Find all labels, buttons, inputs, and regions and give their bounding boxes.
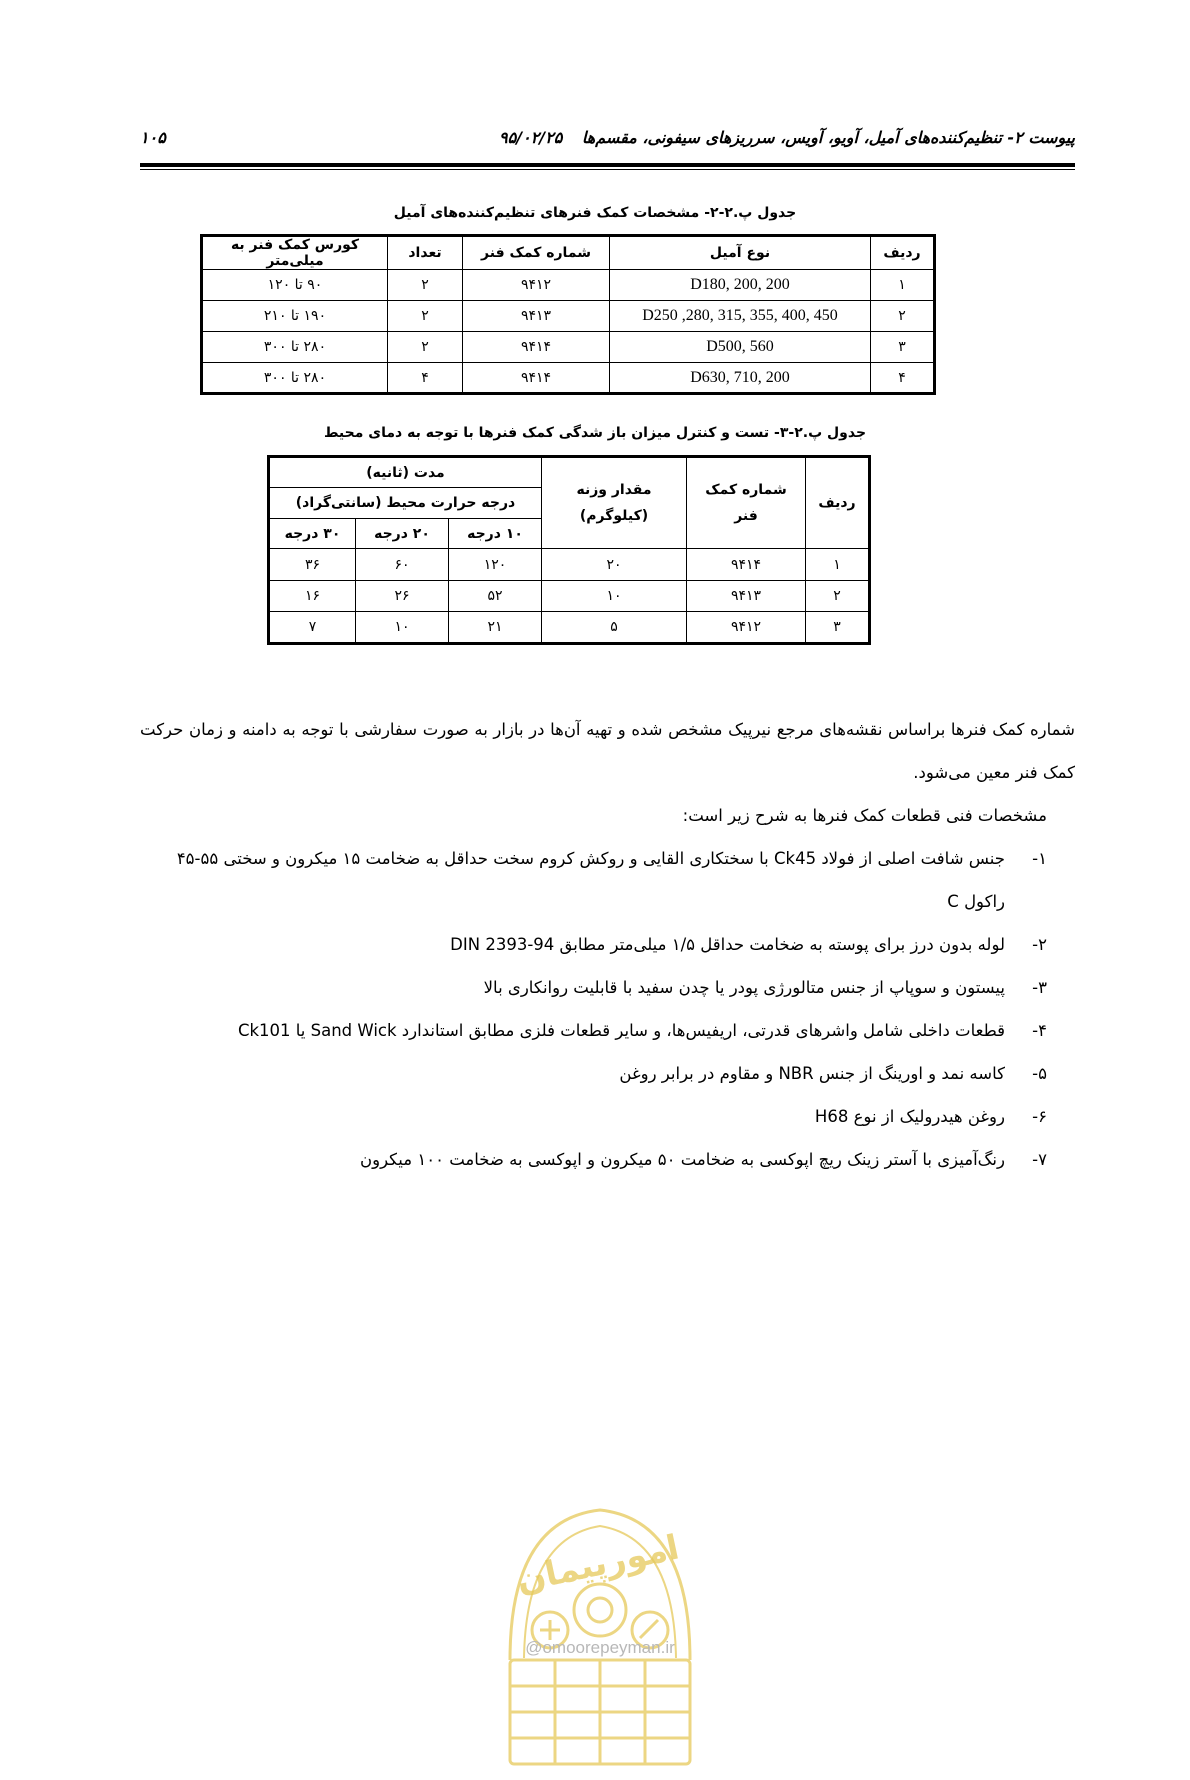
table2-caption: جدول پ.۲-۳- تست و کنترل میزان باز شدگی کمک فنرها با توجه به دمای محیط <box>323 425 867 441</box>
table-row <box>202 332 935 363</box>
list-item-text: روغن هیدرولیک از نوع H68 <box>814 1107 1005 1126</box>
table-row <box>269 581 870 612</box>
list-item <box>140 966 1075 1009</box>
table2-header-deg20: ۲۰ درجه <box>356 519 449 549</box>
table2-header-deg30: ۳۰ درجه <box>269 519 356 549</box>
table-row <box>202 270 935 301</box>
table2-header-spring-line1: شماره کمک <box>705 482 787 498</box>
table1-header-row <box>202 236 935 270</box>
running-title <box>499 128 1075 147</box>
list-item <box>140 923 1075 966</box>
table-cell: ۳۶ <box>269 549 356 581</box>
list-item-number: ۴- <box>1032 1021 1047 1040</box>
table-cell: ۹۴۱۳ <box>463 301 610 332</box>
table-row <box>202 363 935 394</box>
table-cell: ۹۰ تا ۱۲۰ <box>202 270 388 301</box>
list-item <box>140 1095 1075 1138</box>
header-rule <box>140 163 1075 167</box>
table-cell: ۱۶ <box>269 581 356 612</box>
table1-header-count: تعداد <box>388 236 463 270</box>
table-cell: D180, 200, 200 <box>610 270 871 301</box>
table1-header-type: نوع آمیل <box>610 236 871 270</box>
list-item-text: پیستون و سوپاپ از جنس متالورژی پودر یا چدن سفید با قابلیت روانکاری بالا <box>483 978 1005 997</box>
list-item-number: ۲- <box>1032 935 1047 954</box>
list-item-text: لوله بدون درز برای پوسته به ضخامت حداقل ۱/۵ میلی‌متر مطابق DIN 2393-94 <box>450 935 1005 954</box>
table-cell: ۹۴۱۲ <box>687 612 806 644</box>
table-cell: ۴ <box>871 363 935 394</box>
table2-header-weight-line2: (کیلوگرم) <box>579 508 649 524</box>
table2-header-weight-line1: مقدار وزنه <box>576 482 652 498</box>
table-cell: ۴ <box>388 363 463 394</box>
table-cell: ۲ <box>388 270 463 301</box>
body-text <box>140 708 1075 1181</box>
table-cell: ۲۱ <box>449 612 542 644</box>
table1-header-row-col: ردیف <box>871 236 935 270</box>
table2 <box>267 455 871 645</box>
table-cell: ۱۰ <box>356 612 449 644</box>
watermark-logo <box>480 1480 720 1780</box>
table-cell: ۱۰ <box>542 581 687 612</box>
table-cell: ۱۲۰ <box>449 549 542 581</box>
table1 <box>200 234 936 395</box>
list-item-number: ۱- <box>1032 849 1047 868</box>
table-row <box>202 301 935 332</box>
svg-text:امورپیمان: امورپیمان <box>512 1527 683 1601</box>
table-cell: ۳ <box>806 612 870 644</box>
table-cell: ۶۰ <box>356 549 449 581</box>
list-item-text: رنگ‌آمیزی با آستر زینک ریچ اپوکسی به ضخامت ۵۰ میکرون و اپوکسی به ضخامت ۱۰۰ میکرون <box>359 1150 1005 1169</box>
table-cell: D500, 560 <box>610 332 871 363</box>
table2-header-temperature: درجه حرارت محیط (سانتی‌گراد) <box>269 488 542 519</box>
table-cell: D630, 710, 200 <box>610 363 871 394</box>
list-item-number: ۶- <box>1032 1107 1047 1126</box>
table2-header-spring <box>687 457 806 549</box>
list-item <box>140 1052 1075 1095</box>
table-cell: ۳ <box>871 332 935 363</box>
table-cell: ۵۲ <box>449 581 542 612</box>
list-item <box>140 1138 1075 1181</box>
table2-header-deg10: ۱۰ درجه <box>449 519 542 549</box>
table2-header-spring-line2: فنر <box>734 508 758 524</box>
table-row <box>269 549 870 581</box>
table-cell: ۵ <box>542 612 687 644</box>
page-header <box>140 128 1075 154</box>
table-cell: ۱ <box>871 270 935 301</box>
table-cell: ۲ <box>806 581 870 612</box>
table-cell: ۲۸۰ تا ۳۰۰ <box>202 363 388 394</box>
table-cell: ۱۹۰ تا ۲۱۰ <box>202 301 388 332</box>
table-cell: ۷ <box>269 612 356 644</box>
list-item-number: ۷- <box>1032 1150 1047 1169</box>
paragraph: شماره کمک فنرها براساس نقشه‌های مرجع نیرپیک مشخص شده و تهیه آن‌ها در بازار به صورت سفارشی با توجه به دامنه و زمان حرکت کمک فنر معین می‌شود. <box>140 720 1075 782</box>
table2-header-weight <box>542 457 687 549</box>
table-cell: ۲ <box>871 301 935 332</box>
list-item-text: کاسه نمد و اورینگ از جنس NBR و مقاوم در برابر روغن <box>619 1064 1005 1083</box>
table1-header-stroke: کورس کمک فنر به میلی‌متر <box>202 236 388 270</box>
list-item <box>140 1009 1075 1052</box>
list-item-text: جنس شافت اصلی از فولاد Ck45 با سختکاری القایی و روکش کروم سخت حداقل به ضخامت ۱۵ میکرون و سختی ۵۵-۴۵ راکول C <box>176 849 1005 911</box>
table2-header-duration: مدت (ثانیه) <box>269 457 542 488</box>
list-item-number: ۳- <box>1032 978 1047 997</box>
table-cell: ۲۸۰ تا ۳۰۰ <box>202 332 388 363</box>
header-rule-thin <box>140 169 1075 170</box>
list-item <box>140 837 1075 923</box>
table-cell: ۹۴۱۴ <box>687 549 806 581</box>
table-cell: ۲۶ <box>356 581 449 612</box>
table2-header-row <box>269 457 870 488</box>
running-title-date: ۹۵/۰۲/۲۵ <box>499 128 563 147</box>
list-item-text: قطعات داخلی شامل واشرهای قدرتی، اریفیس‌ها، و سایر قطعات فلزی مطابق استاندارد Sand Wick یا Ck101 <box>237 1021 1005 1040</box>
table-cell: D250 ,280, 315, 355, 400, 450 <box>610 301 871 332</box>
running-title-text: پیوست ۲- تنظیم‌کننده‌های آمیل، آویو، آویس، سرریزهای سیفونی، مقسم‌ها <box>581 128 1075 147</box>
table-cell: ۹۴۱۳ <box>687 581 806 612</box>
table-cell: ۹۴۱۲ <box>463 270 610 301</box>
table-cell: ۲ <box>388 332 463 363</box>
table-cell: ۲ <box>388 301 463 332</box>
table-cell: ۲۰ <box>542 549 687 581</box>
table1-header-spring: شماره کمک فنر <box>463 236 610 270</box>
paragraph: مشخصات فنی قطعات کمک فنرها به شرح زیر است: <box>682 806 1047 825</box>
watermark-site: @omoorepeyman.ir <box>525 1638 675 1657</box>
table2-header-row-col: ردیف <box>806 457 870 549</box>
table-cell: ۱ <box>806 549 870 581</box>
page-number: ۱۰۵ <box>140 128 166 147</box>
table-row <box>269 612 870 644</box>
table1-caption: جدول پ.۲-۲- مشخصات کمک فنرهای تنظیم‌کننده‌های آمیل <box>393 205 797 221</box>
list-item-number: ۵- <box>1032 1064 1047 1083</box>
table-cell: ۹۴۱۴ <box>463 363 610 394</box>
table-cell: ۹۴۱۴ <box>463 332 610 363</box>
